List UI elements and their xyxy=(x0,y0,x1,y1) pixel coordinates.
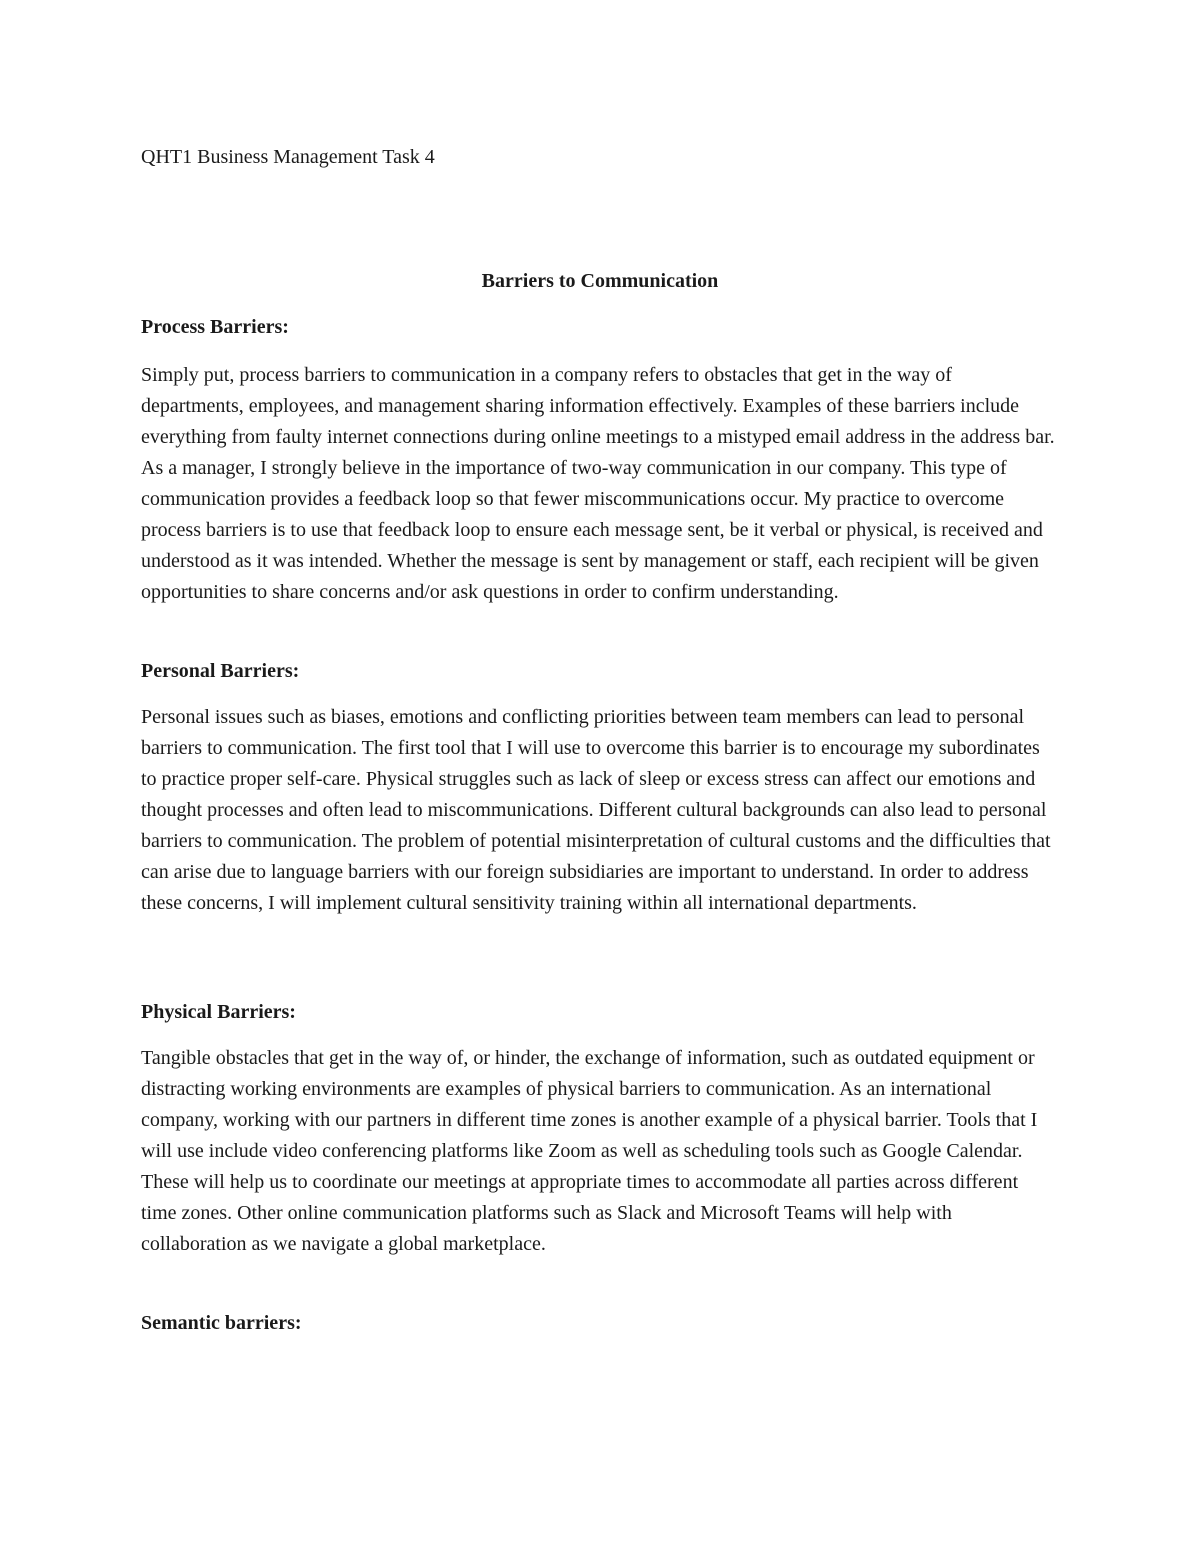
section-body-process-barriers: Simply put, process barriers to communication in a company refers to obstacles that get in the way of departments, employees, and management sharing information effectively. Examples of these barriers include everything from faulty internet connections during online meetings to a mistyped email address in the address bar. As a manager, I strongly believe in the importance of two-way communication in our company. This type of communication provides a feedback loop so that fewer miscommunications occur. My practice to overcome process barriers is to use that feedback loop to ensure each message sent, be it verbal or physical, is received and understood as it was intended. Whether the message is sent by management or staff, each recipient will be given opportunities to share concerns and/or ask questions in order to confirm understanding. xyxy=(141,364,1055,603)
section-heading-process-barriers: Process Barriers: xyxy=(141,316,289,338)
section-heading-physical-barriers: Physical Barriers: xyxy=(141,1001,296,1023)
document-title: Barriers to Communication xyxy=(481,270,719,292)
document-header: QHT1 Business Management Task 4 xyxy=(141,146,435,168)
section-heading-personal-barriers: Personal Barriers: xyxy=(141,660,300,682)
section-body-personal-barriers: Personal issues such as biases, emotions and conflicting priorities between team members can lead to personal barriers to communication. The first tool that I will use to overcome this barrier is to encourage my subordinates to practice proper self-care. Physical struggles such as lack of sleep or excess stress can affect our emotions and thought processes and often lead to miscommunications. Different cultural backgrounds can also lead to personal barriers to communication. The problem of potential misinterpretation of cultural customs and the difficulties that can arise due to language barriers with our foreign subsidiaries are important to understand. In order to address these concerns, I will implement cultural sensitivity training within all international departments. xyxy=(141,706,1051,914)
section-body-physical-barriers: Tangible obstacles that get in the way of, or hinder, the exchange of information, such as outdated equipment or distracting working environments are examples of physical barriers to communication. As an international company, working with our partners in different time zones is another example of a physical barrier. Tools that I will use include video conferencing platforms like Zoom as well as scheduling tools such as Google Calendar. These will help us to coordinate our meetings at appropriate times to accommodate all parties across different time zones. Other online communication platforms such as Slack and Microsoft Teams will help with collaboration as we navigate a global marketplace. xyxy=(141,1047,1038,1255)
section-heading-semantic-barriers: Semantic barriers: xyxy=(141,1312,302,1334)
